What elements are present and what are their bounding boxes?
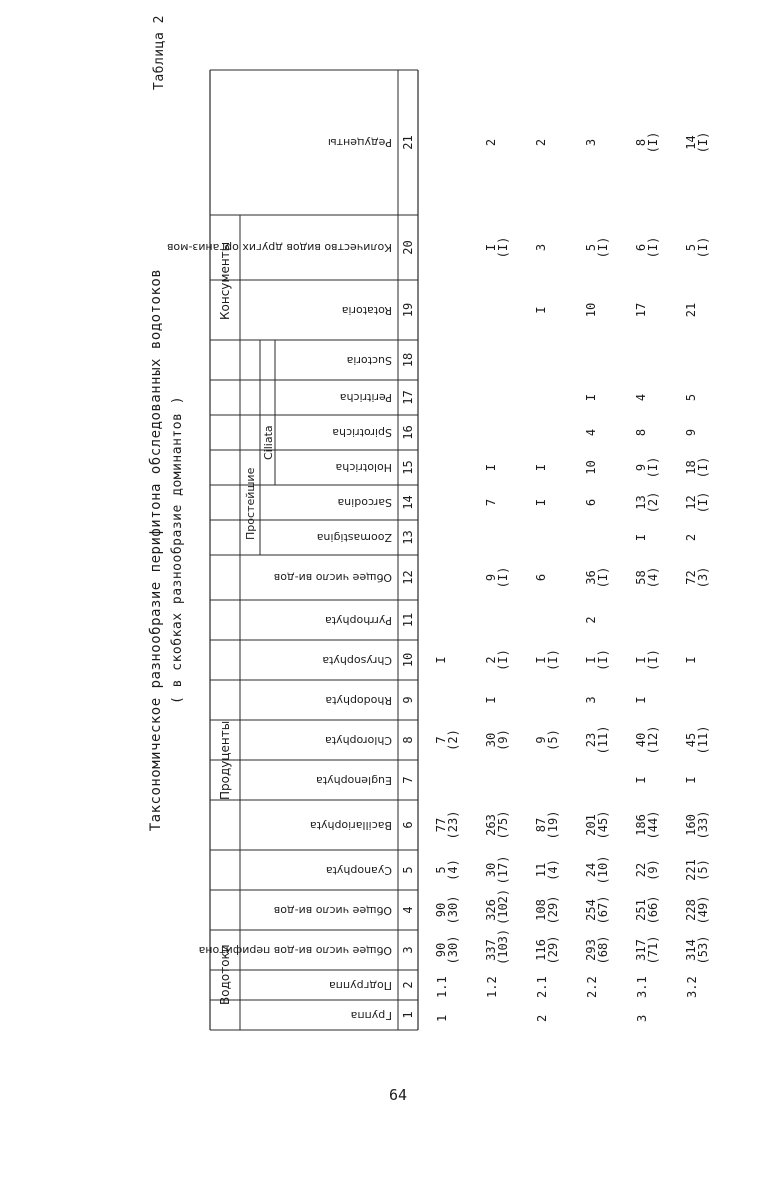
cell-value: 2 <box>484 656 498 664</box>
cell-dominants: (4) <box>546 859 560 881</box>
cell-dominants: (2) <box>646 491 660 514</box>
table-cell <box>635 295 647 325</box>
table-cell <box>685 233 709 263</box>
column-number-5: 5 <box>401 866 415 874</box>
cell-dominants: (9) <box>496 729 510 751</box>
column-label-16: Spirotricha <box>332 426 392 440</box>
table-cell <box>535 233 547 263</box>
table-cell <box>485 563 509 593</box>
column-label-13: Zoomastigina <box>316 531 392 545</box>
table-cell <box>685 645 697 675</box>
table-cell <box>435 725 459 755</box>
table-label: Таблица 2 <box>152 15 167 90</box>
table-cell <box>535 645 559 675</box>
column-label-10: Chrysophyta <box>322 654 392 667</box>
cell-value: 221 <box>684 859 698 881</box>
cell-value: 293 <box>584 939 598 961</box>
cell-value: 8 <box>634 428 648 437</box>
cell-value: 5 <box>684 393 698 402</box>
table-cell <box>635 935 659 965</box>
cell-dominants: (19) <box>546 810 560 840</box>
cell-value: I <box>634 696 648 704</box>
column-number-1: 1 <box>401 1011 415 1019</box>
cell-value: 4 <box>634 393 648 402</box>
cell-value: 45 <box>684 732 698 748</box>
cell-dominants: (I) <box>646 649 660 671</box>
cell-value: I <box>484 696 498 704</box>
table-cell <box>485 810 509 840</box>
cell-dominants: (102) <box>496 888 510 925</box>
column-number-16: 16 <box>401 425 415 440</box>
row-subgroup: 1.2 <box>485 976 499 998</box>
table-cell <box>535 295 547 325</box>
cell-value: 30 <box>484 862 498 878</box>
table-cell <box>535 563 547 593</box>
cell-value: 6 <box>584 498 598 507</box>
cell-value: 77 <box>434 817 448 833</box>
cell-value: 6 <box>634 243 648 252</box>
table-cell <box>635 645 659 675</box>
cell-value: 18 <box>684 460 698 475</box>
cell-value: 108 <box>534 899 548 921</box>
cell-dominants: (103) <box>496 928 510 965</box>
cell-value: 2 <box>484 138 498 147</box>
cell-dominants: (4) <box>446 859 460 881</box>
table-cell <box>585 685 597 715</box>
table-cell <box>635 523 647 553</box>
cell-value: 11 <box>534 862 548 878</box>
cell-value: 6 <box>534 573 548 582</box>
table-cell <box>685 895 709 925</box>
cell-value: 23 <box>584 732 598 748</box>
cell-dominants: (45) <box>596 810 610 840</box>
cell-value: 24 <box>584 862 598 878</box>
cell-value: 10 <box>584 302 598 318</box>
row-subgroup: 3.2 <box>685 976 699 998</box>
cell-dominants: (29) <box>546 895 560 925</box>
table-cell <box>635 765 647 795</box>
table-cell <box>585 855 609 885</box>
table-cell <box>585 233 609 263</box>
cell-value: I <box>534 656 548 664</box>
table-cell <box>685 295 697 325</box>
cell-value: I <box>634 533 648 542</box>
cell-dominants: (5) <box>696 859 710 881</box>
cell-dominants: (9) <box>646 859 660 881</box>
column-number-6: 6 <box>401 821 415 829</box>
cell-dominants: (10) <box>596 855 610 885</box>
column-label-1: Группа <box>350 1009 392 1022</box>
cell-dominants: (2) <box>446 729 460 751</box>
cell-value: 201 <box>584 814 598 836</box>
cell-value: 160 <box>684 814 698 836</box>
table-cell <box>585 453 597 483</box>
cell-value: I <box>634 656 648 664</box>
cell-dominants: (5) <box>546 729 560 751</box>
row-subgroup: 3.1 <box>635 976 649 998</box>
column-number-10: 10 <box>401 652 415 668</box>
cell-dominants: (I) <box>596 566 610 589</box>
cell-value: I <box>484 463 498 472</box>
cell-value: 21 <box>684 302 698 318</box>
table-cell <box>535 725 559 755</box>
header-ciliata: Ciliata <box>262 425 275 460</box>
table-cell <box>585 563 609 593</box>
column-label-4: Общее число ви-дов <box>273 904 392 917</box>
column-number-17: 17 <box>401 390 415 405</box>
cell-dominants: (I) <box>496 236 510 259</box>
table-cell <box>635 725 659 755</box>
cell-dominants: (23) <box>446 810 460 840</box>
column-number-13: 13 <box>401 530 415 545</box>
cell-dominants: (I) <box>696 456 710 479</box>
table-cell <box>435 855 459 885</box>
cell-dominants: (30) <box>446 895 460 925</box>
table-cell <box>685 935 709 965</box>
column-label-17: Peritricha <box>339 391 392 405</box>
rotated-table-page <box>140 0 725 1100</box>
cell-dominants: (33) <box>696 810 710 840</box>
column-label-19: Rotatoria <box>341 304 392 317</box>
table-cell <box>585 295 597 325</box>
cell-value: 2 <box>684 533 698 542</box>
table-cell <box>585 810 609 840</box>
cell-value: 13 <box>634 495 648 510</box>
cell-value: 116 <box>534 939 548 961</box>
table-cell <box>535 128 547 158</box>
cell-value: 251 <box>634 899 648 921</box>
table-cell <box>585 645 609 675</box>
table-cell <box>435 645 447 675</box>
table-cell <box>635 418 647 448</box>
cell-dominants: (I) <box>596 236 610 259</box>
table-cell <box>535 810 559 840</box>
table-cell <box>485 128 497 158</box>
cell-dominants: (I) <box>496 649 510 671</box>
cell-dominants: (I) <box>646 131 660 154</box>
cell-value: 4 <box>584 428 598 437</box>
cell-value: 7 <box>434 736 448 744</box>
cell-value: 22 <box>634 862 648 878</box>
table-cell <box>484 928 510 965</box>
table-cell <box>635 810 659 840</box>
cell-value: 8 <box>634 138 648 147</box>
cell-dominants: (I) <box>696 236 710 259</box>
cell-dominants: (4) <box>646 566 660 589</box>
cell-dominants: (I) <box>696 131 710 154</box>
cell-value: I <box>584 656 598 664</box>
column-number-7: 7 <box>401 776 415 784</box>
column-number-15: 15 <box>401 460 415 475</box>
column-number-14: 14 <box>401 495 415 510</box>
cell-value: I <box>584 393 598 402</box>
table-cell <box>635 233 659 263</box>
cell-value: 2 <box>584 616 598 624</box>
column-label-9: Rhodophyta <box>325 694 392 707</box>
cell-value: 5 <box>434 866 448 874</box>
column-label-7: Euglenophyta <box>316 774 392 787</box>
column-label-5: Cyanophyta <box>325 864 392 877</box>
header-protozoa: Простейшие <box>244 467 257 540</box>
cell-dominants: (I) <box>646 456 660 479</box>
table-cell <box>535 488 547 518</box>
row-group: 2 <box>535 1014 549 1022</box>
cell-dominants: (I) <box>646 236 660 259</box>
table-cell <box>484 888 510 925</box>
table-cell <box>635 563 659 593</box>
column-number-19: 19 <box>401 302 415 318</box>
column-number-11: 11 <box>401 612 415 628</box>
cell-value: I <box>484 243 498 252</box>
cell-dominants: (17) <box>496 855 510 885</box>
cell-dominants: (11) <box>596 725 610 755</box>
table-cell <box>585 725 609 755</box>
table-cell <box>635 128 659 158</box>
cell-dominants: (67) <box>596 895 610 925</box>
cell-dominants: (49) <box>696 895 710 925</box>
table-cell <box>435 810 459 840</box>
column-number-3: 3 <box>401 946 415 954</box>
cell-dominants: (12) <box>646 725 660 755</box>
cell-value: I <box>534 306 548 314</box>
cell-value: 90 <box>434 942 448 958</box>
table-cell <box>635 453 659 483</box>
cell-value: 5 <box>684 243 698 252</box>
column-label-6: Bacillariophyta <box>309 819 392 832</box>
table-cell <box>685 453 709 483</box>
table-cell <box>685 418 697 448</box>
row-subgroup: 2.1 <box>535 976 549 998</box>
cell-value: I <box>684 776 698 784</box>
column-number-2: 2 <box>401 981 415 989</box>
row-group: 3 <box>635 1014 649 1022</box>
cell-value: 72 <box>684 570 698 585</box>
column-label-20: Количество видов других организ-мов <box>166 241 392 255</box>
table-cell <box>685 725 709 755</box>
cell-value: 186 <box>634 814 648 836</box>
cell-dominants: (75) <box>496 810 510 840</box>
cell-value: 3 <box>534 243 548 252</box>
table-cell <box>685 488 709 518</box>
cell-dominants: (30) <box>446 935 460 965</box>
table-cell <box>535 935 559 965</box>
cell-dominants: (I) <box>596 649 610 671</box>
table-cell <box>585 895 609 925</box>
cell-value: 14 <box>684 135 698 150</box>
cell-dominants: (11) <box>696 725 710 755</box>
table-cell <box>535 895 559 925</box>
column-label-11: Pyrrhophyta <box>324 614 392 627</box>
table-cell <box>685 128 709 158</box>
cell-dominants: (66) <box>646 895 660 925</box>
header-consumers: Консументы <box>218 241 232 320</box>
cell-value: I <box>534 498 548 507</box>
table-cell <box>585 128 597 158</box>
cell-value: I <box>634 776 648 784</box>
header-producers: Продуценты <box>218 720 232 800</box>
table-title: Таксономическое разнообразие перифитона обследованных водотоков <box>148 268 164 832</box>
row-subgroup: 2.2 <box>585 976 599 998</box>
table-cell <box>535 855 559 885</box>
column-label-18: Suctoria <box>346 354 392 367</box>
table-cell <box>685 523 697 553</box>
table-cell <box>585 383 597 413</box>
cell-value: 9 <box>634 463 648 472</box>
cell-value: 9 <box>534 736 548 744</box>
table-cell <box>485 855 509 885</box>
cell-value: 12 <box>684 495 698 510</box>
table-subtitle: ( в скобках разнообразие доминантов ) <box>170 395 185 705</box>
column-number-4: 4 <box>401 906 415 914</box>
cell-value: 3 <box>584 138 598 147</box>
table-cell <box>685 810 709 840</box>
cell-value: I <box>534 463 548 472</box>
table-cell <box>635 488 659 518</box>
cell-dominants: (I) <box>496 566 510 589</box>
cell-value: 326 <box>484 899 498 921</box>
table-cell <box>685 563 709 593</box>
column-label-3: Общее число ви-дов перифитона <box>198 944 392 957</box>
table-cell <box>485 645 509 675</box>
table-cell <box>435 895 459 925</box>
row-group: 1 <box>435 1014 449 1022</box>
cell-value: 317 <box>634 939 648 961</box>
cell-value: 58 <box>634 570 648 585</box>
cell-dominants: (3) <box>696 566 710 589</box>
cell-value: 90 <box>434 902 448 918</box>
table-cell <box>585 488 597 518</box>
cell-value: 337 <box>484 939 498 961</box>
cell-value: 5 <box>584 243 598 252</box>
table-cell <box>685 765 697 795</box>
cell-dominants: (29) <box>546 935 560 965</box>
table-cell <box>435 935 459 965</box>
column-number-8: 8 <box>401 736 415 744</box>
row-subgroup: 1.1 <box>435 976 449 998</box>
cell-value: I <box>684 656 698 664</box>
column-label-15: Holotricha <box>335 461 392 475</box>
cell-dominants: (44) <box>646 810 660 840</box>
cell-value: 3 <box>584 696 598 704</box>
cell-value: 9 <box>484 573 498 582</box>
cell-dominants: (I) <box>696 491 710 514</box>
cell-dominants: (53) <box>696 935 710 965</box>
table-cell <box>635 685 647 715</box>
cell-value: 314 <box>684 939 698 961</box>
cell-value: 263 <box>484 814 498 836</box>
table-cell <box>485 725 509 755</box>
table-cell <box>485 453 497 483</box>
column-label-12: Общее число ви-дов <box>273 571 392 585</box>
cell-value: 30 <box>484 732 498 748</box>
cell-value: 87 <box>534 817 548 833</box>
table-cell <box>485 233 509 263</box>
table-cell <box>635 895 659 925</box>
cell-dominants: (68) <box>596 935 610 965</box>
cell-value: 2 <box>534 138 548 147</box>
column-number-9: 9 <box>401 696 415 704</box>
cell-value: 228 <box>684 899 698 921</box>
cell-value: 36 <box>584 570 598 585</box>
cell-dominants: (I) <box>546 649 560 671</box>
cell-dominants: (71) <box>646 935 660 965</box>
column-number-18: 18 <box>401 352 415 368</box>
table-cell <box>685 383 697 413</box>
column-label-8: Chlorophyta <box>325 734 392 747</box>
column-label-2: Подгруппа <box>328 979 392 992</box>
cell-value: I <box>434 656 448 664</box>
column-label-21: Редуценты <box>327 136 392 150</box>
cell-value: 254 <box>584 899 598 921</box>
cell-value: 9 <box>684 428 698 437</box>
column-label-14: Sarcodina <box>337 496 392 510</box>
table-cell <box>585 605 597 635</box>
table-cell <box>535 453 547 483</box>
table-cell <box>635 855 659 885</box>
cell-value: 40 <box>634 732 648 748</box>
table-cell <box>585 935 609 965</box>
table-cell <box>635 383 647 413</box>
cell-value: 10 <box>584 460 598 475</box>
column-number-20: 20 <box>401 240 415 255</box>
page-number: 64 <box>388 1086 408 1104</box>
table-cell <box>585 418 597 448</box>
table-cell <box>685 855 709 885</box>
cell-value: 7 <box>484 498 498 507</box>
table-cell <box>485 488 497 518</box>
table-cell <box>485 685 497 715</box>
column-number-12: 12 <box>401 570 415 585</box>
column-number-21: 21 <box>401 135 415 150</box>
header-watercourses: Водотоки <box>218 944 232 1005</box>
cell-value: 17 <box>634 302 648 318</box>
